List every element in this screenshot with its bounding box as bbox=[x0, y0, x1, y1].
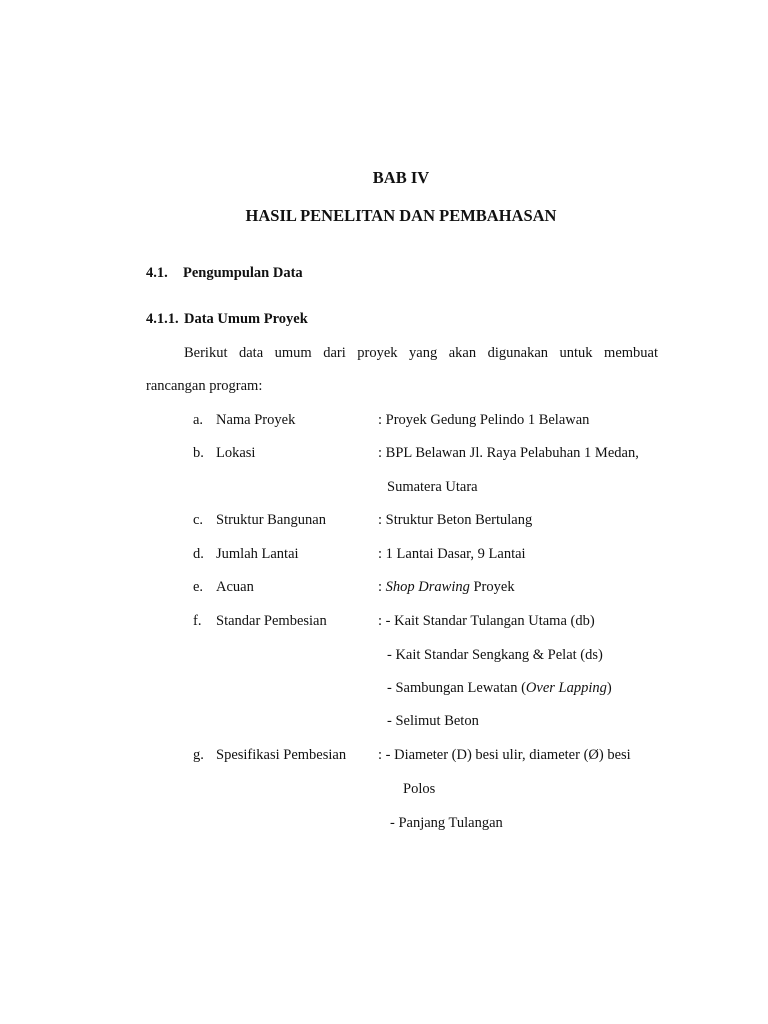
section-number: 4.1. bbox=[146, 265, 168, 281]
list-item-value: : BPL Belawan Jl. Raya Pelabuhan 1 Medan, bbox=[378, 445, 639, 461]
list-item-letter: d. bbox=[193, 546, 204, 562]
list-item-letter: g. bbox=[193, 747, 204, 763]
value-suffix: Proyek bbox=[469, 579, 515, 595]
list-item-value-continuation: Polos bbox=[403, 781, 436, 797]
value-prefix: : bbox=[378, 579, 386, 595]
list-item-label: Nama Proyek bbox=[216, 412, 296, 428]
list-item-value: : 1 Lantai Dasar, 9 Lantai bbox=[378, 546, 526, 562]
subsection-title: Data Umum Proyek bbox=[184, 311, 308, 327]
intro-paragraph-line-2: rancangan program: bbox=[146, 378, 263, 394]
list-item-label: Struktur Bangunan bbox=[216, 512, 326, 528]
subpoint-suffix: ) bbox=[606, 680, 612, 696]
list-item-label: Standar Pembesian bbox=[216, 613, 327, 629]
list-item-value: : - Diameter (D) besi ulir, diameter (Ø) besi bbox=[378, 747, 631, 763]
list-item-value-continuation: Sumatera Utara bbox=[387, 479, 478, 495]
list-item-letter: e. bbox=[193, 579, 204, 595]
list-item-letter: b. bbox=[193, 445, 204, 461]
list-item-label: Lokasi bbox=[216, 445, 256, 461]
list-item-label: Acuan bbox=[216, 579, 254, 595]
intro-paragraph-line-1: Berikut data umum dari proyek yang akan digunakan untuk membuat bbox=[184, 345, 658, 361]
subpoint-prefix: - Sambungan Lewatan ( bbox=[387, 680, 526, 696]
list-item-subpoint: - Panjang Tulangan bbox=[390, 815, 503, 831]
list-item-letter: c. bbox=[193, 512, 204, 528]
list-item-subpoint: - Selimut Beton bbox=[387, 713, 479, 729]
list-item-letter: a. bbox=[193, 412, 204, 428]
value-italic: Shop Drawing bbox=[385, 579, 470, 595]
section-title: Pengumpulan Data bbox=[183, 265, 303, 281]
list-item-subpoint: - Kait Standar Sengkang & Pelat (ds) bbox=[387, 647, 603, 663]
list-item-value: : - Kait Standar Tulangan Utama (db) bbox=[378, 613, 595, 629]
list-item-label: Spesifikasi Pembesian bbox=[216, 747, 347, 763]
list-item-letter: f. bbox=[193, 613, 202, 629]
list-item-value: : Struktur Beton Bertulang bbox=[378, 512, 533, 528]
subpoint-italic: Over Lapping bbox=[525, 680, 607, 696]
list-item-label: Jumlah Lantai bbox=[216, 546, 299, 562]
list-item-value: : Proyek Gedung Pelindo 1 Belawan bbox=[378, 412, 590, 428]
chapter-title: HASIL PENELITAN DAN PEMBAHASAN bbox=[245, 206, 557, 225]
subsection-number: 4.1.1. bbox=[146, 311, 179, 327]
list-item-subpoint bbox=[387, 679, 612, 697]
chapter-number: BAB IV bbox=[372, 168, 430, 187]
list-item-value bbox=[378, 578, 515, 596]
